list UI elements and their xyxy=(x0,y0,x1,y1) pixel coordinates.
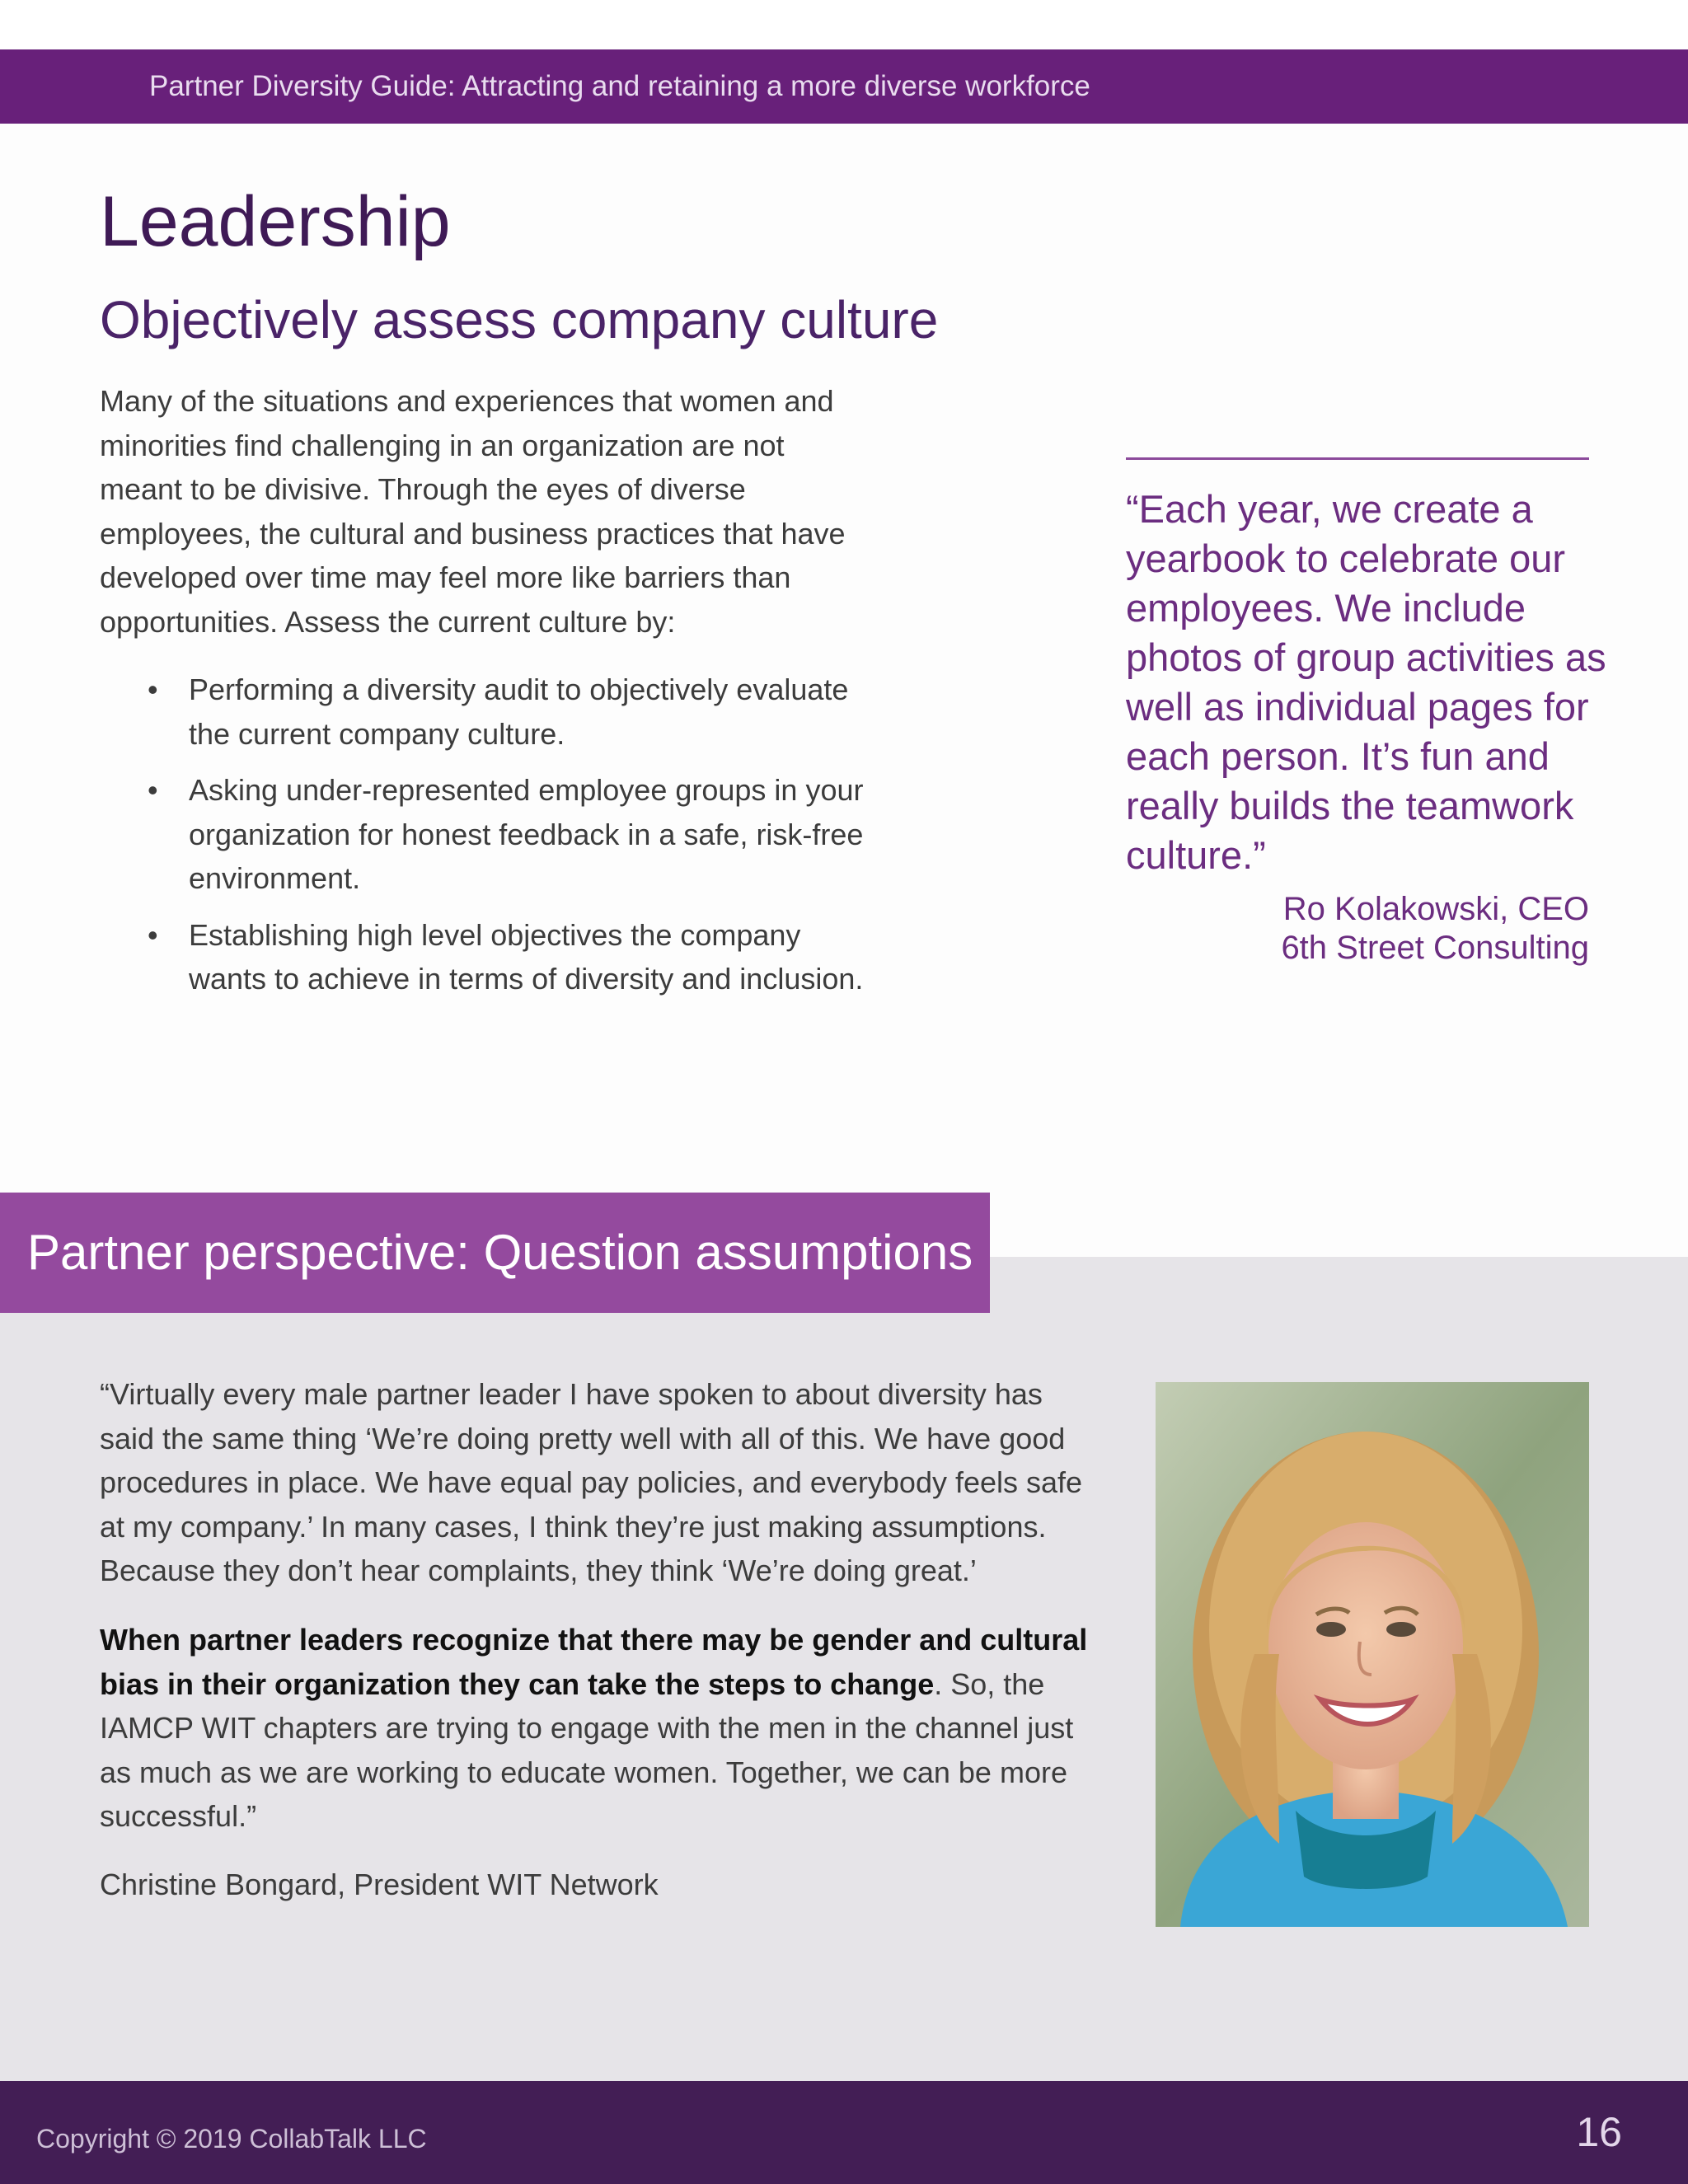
section-subtitle: Objectively assess company culture xyxy=(100,290,939,349)
perspective-quote-emphasis: When partner leaders recognize that there may be gender and cultural bias in their organization they can take the steps to change xyxy=(100,1623,1088,1701)
bullet-list xyxy=(100,668,874,1014)
pull-quote-company: 6th Street Consulting xyxy=(1281,930,1589,966)
list-item-text: Asking under-represented employee groups in your organization for honest feedback in a safe, risk-free environment. xyxy=(189,773,864,895)
perspective-banner xyxy=(0,1193,990,1313)
page-number: 16 xyxy=(1576,2109,1622,2155)
pull-quote-attribution xyxy=(1126,890,1589,968)
list-item-text: Establishing high level objectives the company wants to achieve in terms of diversity and inclusion. xyxy=(189,917,864,996)
document-title: Partner Diversity Guide: Attracting and retaining a more diverse workforce xyxy=(149,70,1090,102)
bullet-dot-icon: • xyxy=(148,773,158,807)
bullet-dot-icon: • xyxy=(148,917,158,952)
pull-quote-name: Ro Kolakowski, CEO xyxy=(1282,891,1589,927)
list-item xyxy=(100,913,874,1001)
list-item xyxy=(100,668,874,756)
bullet-dot-icon: • xyxy=(148,673,158,706)
perspective-title: Partner perspective: Question assumptions xyxy=(27,1225,973,1280)
intro-paragraph: Many of the situations and experiences that women and minorities find challenging in an organization are not meant to be divisive. Through the eyes of diverse employees, the cultural and business practices that have developed over time may feel more like barriers than opportunities. Assess the current culture by: xyxy=(100,384,846,639)
list-item xyxy=(100,768,874,901)
list-item-text: Performing a diversity audit to objectively evaluate the current company culture. xyxy=(189,673,849,751)
header-bar xyxy=(0,49,1688,124)
portrait-photo-icon xyxy=(1156,1382,1589,1927)
perspective-quote-paragraph-2 xyxy=(100,1618,1089,1839)
perspective-quote-paragraph-1: “Virtually every male partner leader I have spoken to about diversity has said the same thing ‘We’re doing pretty well with all of this. We have good procedures in place. We have equal pay policies, and everybody feels safe at my company.’ In many cases, I think they’re just making assumptions. Because they don’t hear complaints, they think ‘We’re doing great.’ xyxy=(100,1377,1083,1587)
section-title: Leadership xyxy=(100,182,451,261)
pull-quote: “Each year, we create a yearbook to celebrate our employees. We include photos of group activities as well as individual pages for each person. It’s fun and really builds the teamwork culture.” xyxy=(1126,487,1606,877)
perspective-attribution: Christine Bongard, President WIT Network xyxy=(100,1868,659,1901)
copyright: Copyright © 2019 CollabTalk LLC xyxy=(36,2124,427,2154)
perspective-quote-rest: . So, the IAMCP WIT chapters are trying to engage with the men in the channel just as much as we are working to educate women. Together, we can be more successful.” xyxy=(100,1666,1074,1833)
pull-quote-divider xyxy=(1126,457,1589,460)
